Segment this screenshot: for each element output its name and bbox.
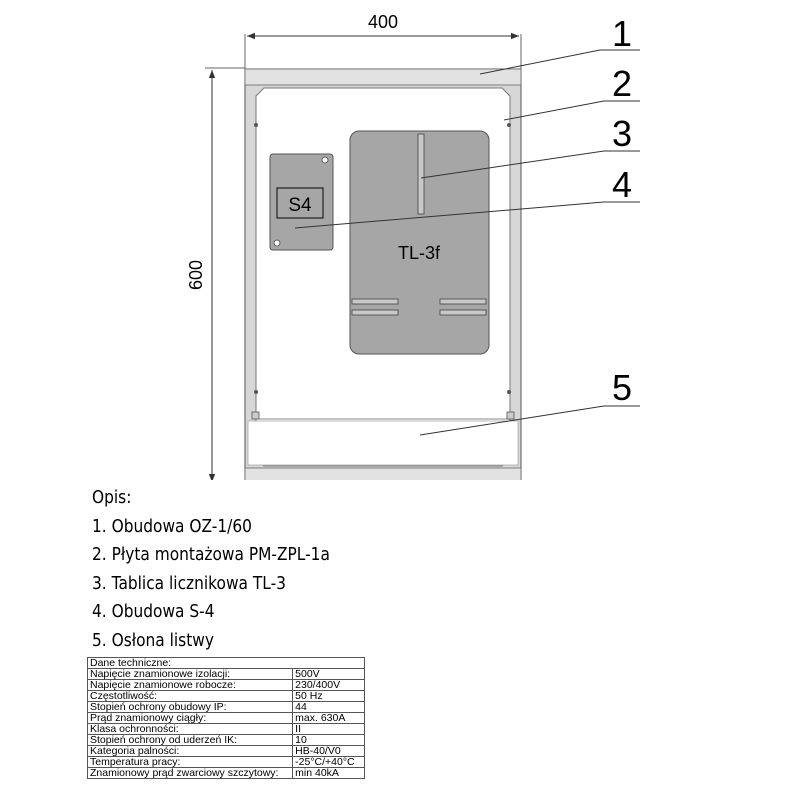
svg-text:3: 3 — [611, 113, 633, 154]
spec-value: min 40kA — [293, 768, 365, 779]
table-row — [88, 724, 365, 735]
spec-value: 230/400V — [293, 680, 365, 691]
specs-table — [87, 657, 365, 779]
svg-text:4: 4 — [611, 164, 633, 205]
spec-label: Stopień ochrony od uderzeń IK: — [88, 735, 293, 746]
legend — [92, 484, 512, 655]
table-row — [88, 713, 365, 724]
width-dimension-label: 400 — [367, 12, 399, 32]
rail-cover — [248, 421, 518, 465]
screw-icon — [507, 123, 511, 127]
legend-item: 1. Obudowa OZ-1/60 — [92, 516, 252, 537]
table-row — [88, 669, 365, 680]
s4-label: S4 — [288, 195, 312, 216]
legend-item: 3. Tablica licznikowa TL-3 — [92, 573, 286, 594]
spec-label: Kategoria palności: — [88, 746, 293, 757]
spec-value: 44 — [293, 702, 365, 713]
svg-text:5: 5 — [611, 367, 633, 408]
spec-value: 50 Hz — [293, 691, 365, 702]
height-dimension-label: 600 — [186, 259, 206, 291]
spec-label: Znamionowy prąd zwarciowy szczytowy: — [88, 768, 293, 779]
table-row — [88, 768, 365, 779]
s4-enclosure — [270, 154, 333, 250]
spec-label: Częstotliwość: — [88, 691, 293, 702]
table-row — [88, 691, 365, 702]
legend-title: Opis: — [92, 488, 132, 508]
spec-value: II — [293, 724, 365, 735]
table-row — [88, 680, 365, 691]
legend-item: 5. Osłona listwy — [92, 630, 214, 651]
svg-text:1: 1 — [611, 13, 633, 54]
legend-item: 4. Obudowa S-4 — [92, 602, 215, 622]
bracket-icon — [507, 412, 514, 419]
spec-label: Napięcie znamionowe robocze: — [88, 680, 293, 691]
spec-value: max. 630A — [293, 713, 365, 724]
tl3f-label: TL-3f — [397, 243, 441, 263]
spec-value: 500V — [293, 669, 365, 680]
table-row — [88, 735, 365, 746]
spec-value: HB-40/V0 — [293, 746, 365, 757]
screw-icon — [254, 123, 258, 127]
spec-label: Klasa ochronności: — [88, 724, 293, 735]
height-dimension — [186, 68, 245, 480]
spec-label: Napięcie znamionowe izolacji: — [88, 669, 293, 680]
table-row — [88, 746, 365, 757]
bracket-icon — [252, 412, 259, 419]
spec-label: Stopień ochrony obudowy IP: — [88, 702, 293, 713]
spec-label: Temperatura pracy: — [88, 757, 293, 768]
meter-board — [350, 131, 489, 354]
legend-item: 2. Płyta montażowa PM-ZPL-1a — [92, 545, 330, 565]
spec-label: Prąd znamionowy ciągły: — [88, 713, 293, 724]
svg-text:2: 2 — [611, 63, 633, 104]
screw-icon — [254, 390, 258, 394]
specs-header: Dane techniczne: — [88, 658, 365, 669]
screw-icon — [507, 390, 511, 394]
width-dimension — [245, 12, 521, 70]
table-row — [88, 757, 365, 768]
callout-2 — [504, 63, 640, 120]
spec-value: 10 — [293, 735, 365, 746]
table-row — [88, 702, 365, 713]
spec-value: -25°C/+40°C — [293, 757, 365, 768]
